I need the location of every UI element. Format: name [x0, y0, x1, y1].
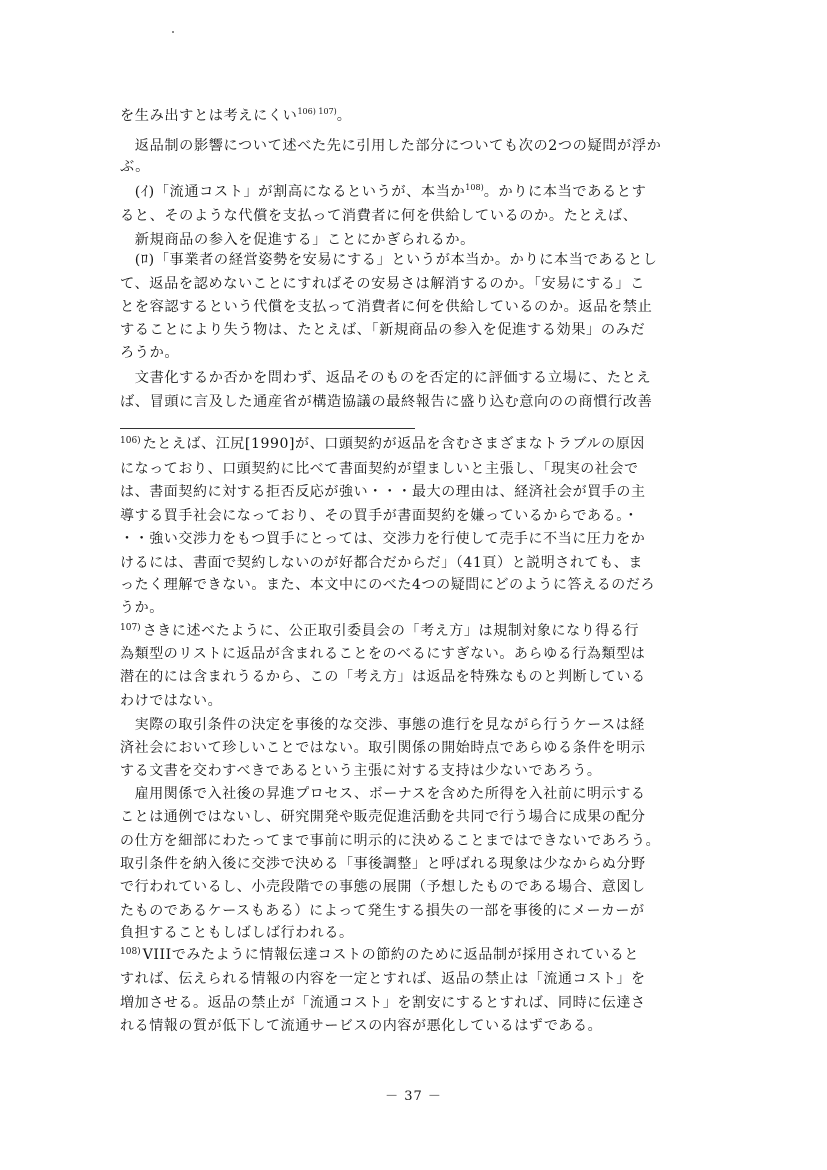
body-line-5: ると、そのような代償を支払って消費者に何を供給しているのか。たとえば、 [120, 208, 638, 224]
footnote-line: けるには、書面で契約しないのが好都合だからだ」（41頁）と説明されても、ま [120, 555, 644, 571]
footnote-separator [120, 428, 415, 429]
footnote-line: すれば、伝えられる情報の内容を一定とすれば、返品の禁止は「流通コスト」を [120, 971, 646, 987]
footnote-line: ったく理解できない。また、本文中にのべた4つの疑問にどのように答えるのだろ [120, 577, 656, 593]
body-line-13: ば、冒頭に言及した通産省が構造協議の最終報告に盛り込む意向のの商慣行改善 [120, 394, 653, 410]
footnote-line: 取引条件を納入後に交渉で決める「事後調整」と呼ばれる現象は少なからぬ分野 [120, 856, 646, 872]
footnote-line: は、書面契約に対する拒否反応が強い・・・最大の理由は、経済社会が買手の主 [120, 484, 646, 500]
page-number: － 37 － [385, 1089, 442, 1104]
footnote-line: ・・強い交渉力をもつ買手にとっては、交渉力を行使して売手に不当に圧力をか [120, 531, 646, 547]
body-line-8: て、返品を認めないことにすればその安易さは解消するのか。「安易にする」こ [120, 276, 645, 292]
body-line-6: 新規商品の参入を促進する」ことにかぎられるか。 [120, 232, 475, 248]
footnote-108-line-1: $^{108)}$ VIIIでみたように情報伝達コストの節約のために返品制が採用されていると [120, 947, 640, 963]
body-line-12: 文書化するか否かを問わず、返品そのものを否定的に評価する立場に、たとえ [120, 370, 652, 386]
scan-speck [172, 31, 174, 33]
footnote-line: 実際の取引条件の決定を事後的な交渉、事態の進行を見ながら行うケースは経 [120, 717, 645, 733]
footnote-107-line-1: $^{107)}$ さきに述べたように、公正取引委員会の「考え方」は規制対象になり得る行 [120, 623, 640, 639]
footnote-line: 潜在的には含まれうるから、この「考え方」は返品を特殊なものと判断している [120, 669, 646, 685]
footnote-line: 雇用関係で入社後の昇進プロセス、ボーナスを含めた所得を入社前に明示する [120, 786, 646, 802]
body-line-10: することにより失う物は、たとえば、「新規商品の参入を促進する効果」のみだ [120, 322, 646, 338]
footnote-line: の仕方を細部にわたってまで事前に明示的に決めることまではできないであろう。 [120, 833, 661, 849]
footnote-line: 済社会において珍しいことではない。取引関係の開始時点であらゆる条件を明示 [120, 740, 646, 756]
footnote-line: 増加させる。返品の禁止が「流通コスト」を割安にするとすれば、同時に伝達さ [120, 995, 646, 1011]
footnote-line: 為類型のリストに返品が含まれることをのべるにすぎない。あらゆる行為類型は [120, 646, 646, 662]
footnote-line: になっており、口頭契約に比べて書面契約が望ましいと主張し、「現実の社会で [120, 461, 639, 477]
footnote-line: する文書を交わすべきであるという主張に対する支持は少ないであろう。 [120, 763, 602, 779]
footnote-line: うか。 [120, 600, 164, 616]
body-line-1: を生み出すとは考えにくい$^{106) 107)}$。 [120, 107, 352, 124]
footnote-line: で行われているし、小売段階での事態の展開（予想したものである場合、意図し [120, 879, 646, 895]
footnote-line: たものであるケースもある）によって発生する損失の一部を事後的にメーカーが [120, 903, 645, 919]
body-line-9: とを容認するという代償を支払って消費者に何を供給しているのか。返品を禁止 [120, 299, 653, 315]
footnote-line: れる情報の質が低下して流通サービスの内容が悪化しているはずである。 [120, 1018, 603, 1034]
footnote-line: 負担することもしばしば行われる。 [120, 925, 354, 941]
footnote-line: わけではない。 [120, 693, 223, 709]
body-line-3: ぶ。 [120, 159, 150, 175]
body-line-7: (ﾛ)「事業者の経営姿勢を安易にする」というが本当か。かりに本当であるとし [120, 252, 658, 268]
footnote-line: 導する買手社会になっており、その買手が書面契約を嫌っているからである。・ [120, 508, 639, 524]
body-line-2: 返品制の影響について述べた先に引用した部分についても次の2つの疑問が浮か [120, 138, 662, 154]
body-line-11: ろうか。 [120, 345, 180, 361]
footnote-line: ことは通例ではないし、研究開発や販売促進活動を共同で行う場合に成果の配分 [120, 809, 646, 825]
body-line-4: (ｲ)「流通コスト」が割高になるというが、本当か$^{108)}$。かりに本当であるとす [120, 183, 647, 200]
footnote-106-line-1: $^{106)}$ たとえば、江尻[1990]が、口頭契約が返品を含むさまざまなトラブルの原因 [120, 436, 645, 452]
